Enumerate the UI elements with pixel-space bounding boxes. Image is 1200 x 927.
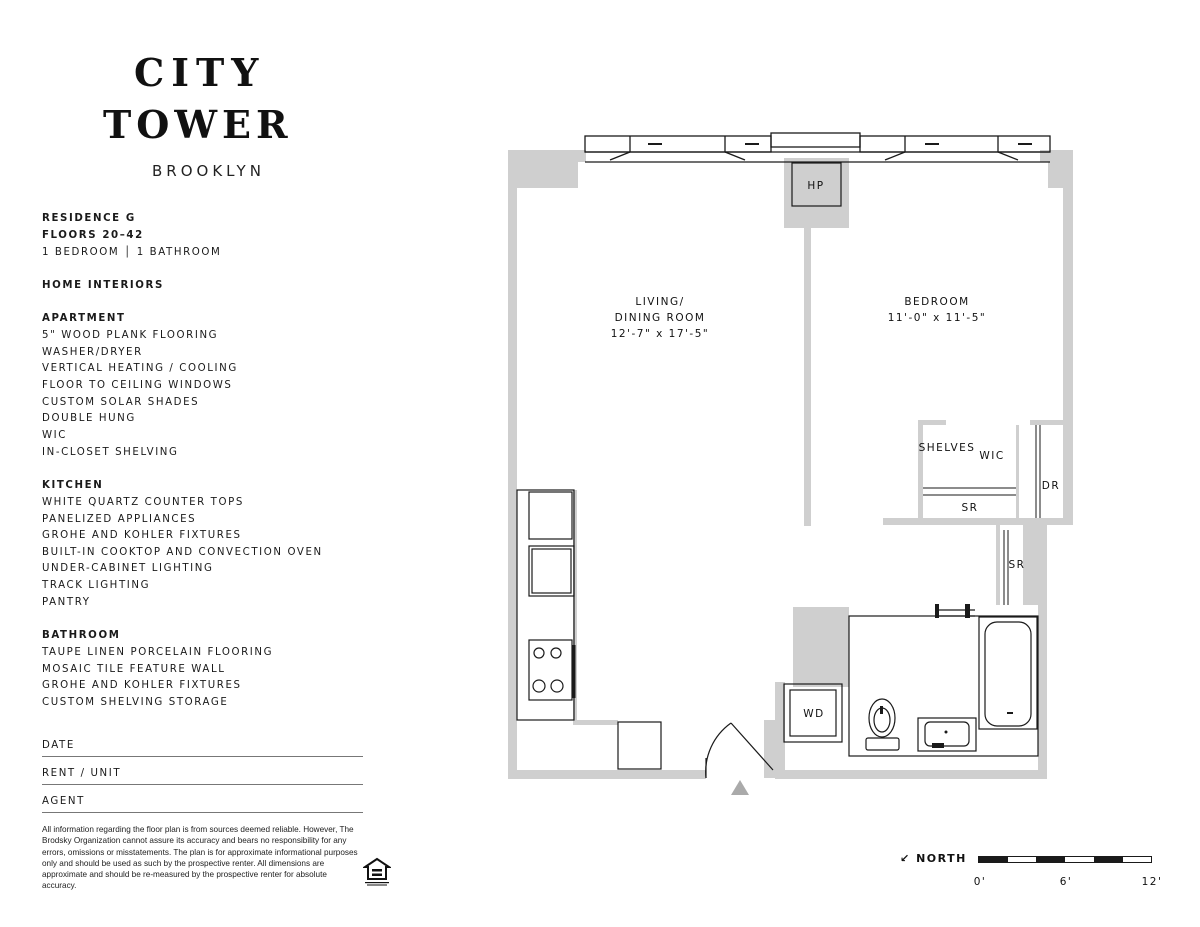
disclaimer: All information regarding the floor plan is from sources deemed reliable. However, The Brodsky Organization cannot assure its accuracy and bears no responsibility for any errors, omissions or misstatements. The plan is for approximate informational purposes only and should be used as such by the prospective renter. All dimensions are approximate and should be re-measured by the prospective renter for absolute accuracy.: [42, 825, 358, 891]
north-arrow-icon: ↙: [900, 852, 911, 865]
north-indicator: [900, 852, 967, 865]
bathroom-item: GROHE AND KOHLER FIXTURES: [42, 680, 242, 691]
apartment-item: DOUBLE HUNG: [42, 413, 136, 424]
fixture-details: [880, 604, 1013, 748]
living-room-label: LIVING/: [635, 296, 685, 308]
scale-tick-6: 6': [1059, 876, 1073, 888]
residence-floors: FLOORS 20–42: [42, 230, 144, 241]
bathroom-heading: BATHROOM: [42, 630, 121, 641]
bedroom-dims: 11'-0" x 11'-5": [887, 312, 987, 324]
sr-hall-label: SR: [1008, 559, 1026, 571]
shelves-label: SHELVES: [918, 442, 976, 454]
kitchen-item: PANELIZED APPLIANCES: [42, 514, 197, 525]
apartment-item: WIC: [42, 430, 67, 441]
kitchen-item: UNDER-CABINET LIGHTING: [42, 563, 214, 574]
residence-config: 1 BEDROOM │ 1 BATHROOM: [42, 247, 222, 258]
kitchen-item: PANTRY: [42, 597, 91, 608]
window-hardware: [648, 143, 1032, 145]
kitchen-heading: KITCHEN: [42, 480, 104, 491]
apartment-item: WASHER/DRYER: [42, 347, 143, 358]
sr-label: SR: [961, 502, 979, 514]
wic-label: WIC: [979, 450, 1005, 462]
kitchen-item: WHITE QUARTZ COUNTER TOPS: [42, 497, 244, 508]
hp-label: HP: [807, 180, 825, 192]
kitchen-item: TRACK LIGHTING: [42, 580, 151, 591]
date-label: DATE: [42, 740, 75, 751]
bathroom-item: TAUPE LINEN PORCELAIN FLOORING: [42, 647, 274, 658]
scale-tick-12: 12': [1141, 876, 1163, 888]
bathroom-item: CUSTOM SHELVING STORAGE: [42, 697, 229, 708]
apartment-item: CUSTOM SOLAR SHADES: [42, 397, 200, 408]
apartment-item: FLOOR TO CEILING WINDOWS: [42, 380, 233, 391]
entry-door: [706, 723, 773, 778]
apartment-heading: APARTMENT: [42, 313, 126, 324]
kitchen-item: BUILT-IN COOKTOP AND CONVECTION OVEN: [42, 547, 323, 558]
brand-tower: TOWER: [103, 102, 293, 147]
rent-unit-label: RENT / UNIT: [42, 768, 122, 779]
kitchen-fixtures: [517, 490, 661, 769]
living-room-dims: 12'-7" x 17'-5": [610, 328, 710, 340]
north-label: NORTH: [916, 852, 967, 865]
brand-city: CITY: [134, 50, 266, 95]
home-interiors-heading: HOME INTERIORS: [42, 280, 164, 291]
dr-label: DR: [1041, 480, 1061, 492]
bedroom-label: BEDROOM: [904, 296, 970, 308]
scale-bar: [978, 856, 1153, 864]
brand-brooklyn: BROOKLYN: [152, 162, 265, 180]
apartment-item: IN-CLOSET SHELVING: [42, 447, 179, 458]
agent-label: AGENT: [42, 796, 85, 807]
apartment-item: VERTICAL HEATING / COOLING: [42, 363, 238, 374]
windows: [585, 133, 1050, 162]
walls: [508, 150, 1073, 779]
scale-tick-0: 0': [973, 876, 987, 888]
residence-name: RESIDENCE G: [42, 213, 136, 224]
wd-label: WD: [803, 708, 825, 720]
kitchen-item: GROHE AND KOHLER FIXTURES: [42, 530, 242, 541]
apartment-item: 5" WOOD PLANK FLOORING: [42, 330, 219, 341]
living-room-label-2: DINING ROOM: [614, 312, 706, 324]
entry-marker: [731, 780, 749, 795]
bathroom-item: MOSAIC TILE FEATURE WALL: [42, 664, 226, 675]
